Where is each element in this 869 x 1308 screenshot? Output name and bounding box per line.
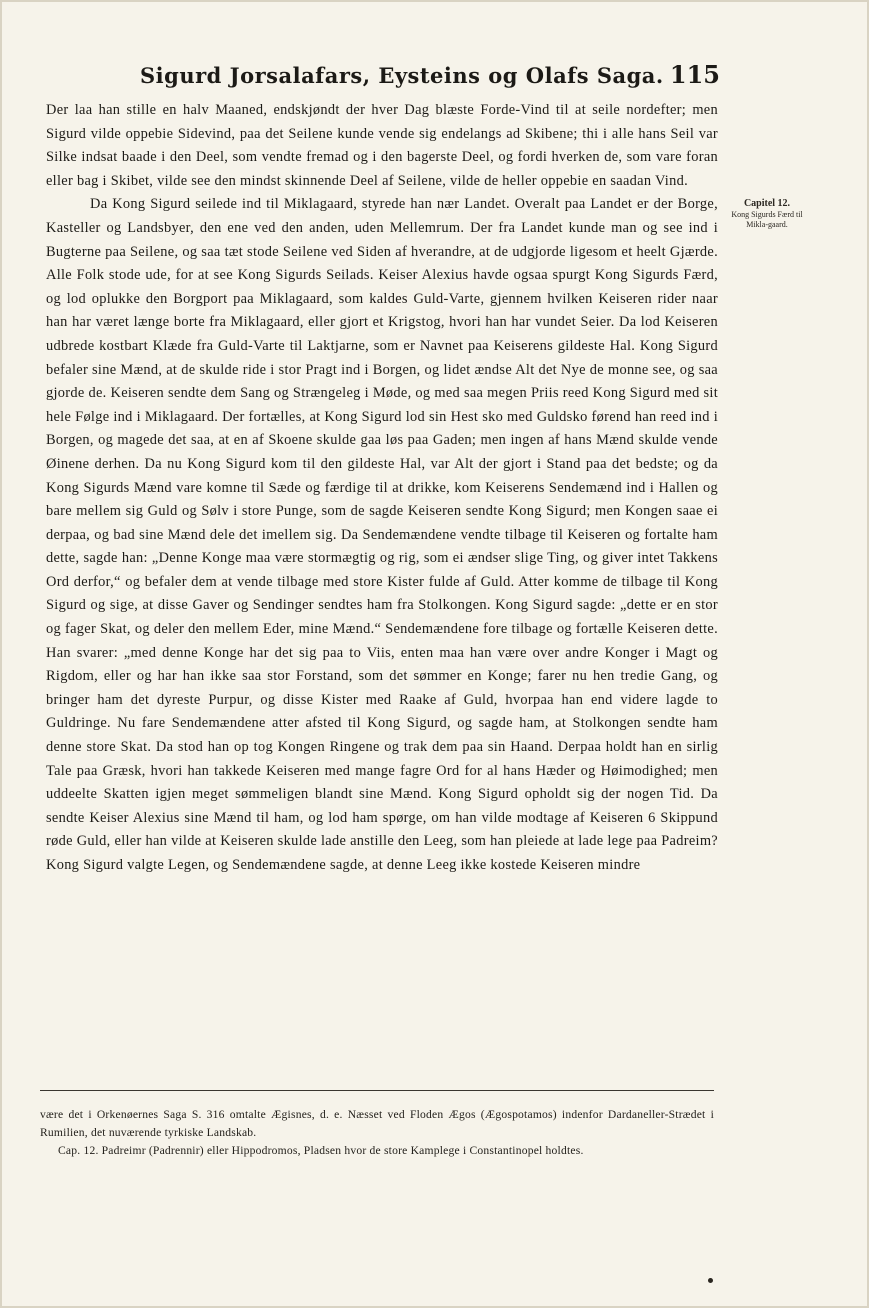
margin-note-description: Kong Sigurds Færd til Mikla-gaard.	[731, 210, 803, 229]
paragraph: Der laa han stille en halv Maaned, endskjøndt der hver Dag blæste Forde-Vind til at seile nordefter; men Sigurd vilde oppebie Sidevind, paa det Seilene kunde vende sig endelangs ad Skibene; thi i alle hans Seil var Silke indsat baade i den Deel, som vendte fremad og i den bagerste Deel, og fordi hverken de, som vare foran eller bag i Skibet, vilde see den mindst skinnende Deel af Seilene, vilde de heller oppebie en saadan Vind.	[46, 102, 718, 189]
footnote: være det i Orkenøernes Saga S. 316 omtalte Ægisnes, d. e. Næsset ved Floden Ægos (Ægospotamos) indenfor Dardaneller-Strædet i Rumilien, det nuværende tyrkiske Landskab.	[40, 1108, 714, 1139]
footnote-divider	[40, 1090, 714, 1091]
margin-note	[724, 198, 810, 229]
main-text	[46, 99, 718, 878]
page-number: 115	[669, 60, 720, 89]
margin-note-chapter: Capitel 12.	[743, 198, 791, 209]
running-header	[140, 60, 720, 89]
running-title: Sigurd Jorsalafars, Eysteins og Olafs Saga.	[140, 63, 664, 88]
paragraph: Da Kong Sigurd seilede ind til Miklagaard, styrede han nær Landet. Overalt paa Landet er der Borge, Kasteller og Landsbyer, den ene ved den anden, uden Mellemrum. Der fra Landet kunde man og see ind i Bugterne paa Seilene, og saa tæt stode Seilene ved Siden af hverandre, at de udgjorde ligesom et heelt Gjærde. Alle Folk stode ude, for at see Kong Sigurds Seilads. Keiser Alexius havde ogsaa spurgt Kong Sigurds Færd, og lod oplukke den Borgport paa Miklagaard, som kaldes Guld-Varte, gjennem hvilken Keiseren rider naar han har været længe borte fra Miklagaard, eller gjort et Krigstog, hvori han har vundet Seier. Da lod Keiseren udbrede kostbart Klæde fra Guld-Varte til Laktjarne, som er Navnet paa Keiserens gildeste Hal. Kong Sigurd befaler sine Mænd, at de skulde ride i stor Pragt ind i Borgen, og lidet ændse Alt det Nye de monne see, og saa gjorde de. Keiseren sendte dem Sang og Strængeleg i Møde, og med saa megen Priis reed Kong Sigurd med sit hele Følge ind i Miklagaard. Der fortælles, at Kong Sigurd lod sin Hest sko med Guldsko førend han reed ind i Borgen, og magede det saa, at en af Skoene skulde gaa løs paa Gaden; men ingen af hans Mænd skulde vende Øinene derhen. Da nu Kong Sigurd kom til den gildeste Hal, var Alt der gjort i Stand paa det bedste; og da Kong Sigurds Mænd vare komne til Sæde og færdige til at drikke, kom Keiserens Sendemænd ind i Hallen og bare mellem sig Guld og Sølv i store Punge, som de sagde Keiseren sendte Kong Sigurd; men Kongen saae ei derpaa, og bad sine Mænd dele det imellem sig. Da Sendemændene vendte tilbage til Keiseren og fortalte ham dette, sagde han: „Denne Konge maa være stormægtig og rig, som ei ændser slige Ting, og giver intet Takkens Ord derfor,“ og befaler dem at vende tilbage med store Kister fulde af Guld. Atter komme de tilbage til Kong Sigurd og sige, at disse Gaver og Sendinger sendtes ham fra Stolkongen. Kong Sigurd sagde: „dette er en stor og fager Skat, og deler den mellem Eder, mine Mænd.“ Sendemændene fore tilbage og fortælle Keiseren dette. Han svarer: „med denne Konge har det sig paa to Viis, enten maa han være over andre Konger i Magt og Rigdom, eller og har han ikke saa stor Forstand, som det sømmer en Konge; farer nu hen tredie Gang, og bringer ham det dyreste Purpur, og disse Kister med Raake af Guld, hvorpaa han end videre lagde to Guldringe. Nu fare Sendemændene atter afsted til Kong Sigurd, og sagde ham, at Stolkongen sendte ham denne store Skat. Da stod han op tog Kongen Ringene og trak dem paa sin Haand. Derpaa holdt han en sirlig Tale paa Græsk, hvori han takkede Keiseren med mange fagre Ord for al hans Hæder og Høimodighed; men uddeelte Skatten igjen meget sømmeligen blandt sine Mænd. Kong Sigurd opholdt sig der nogen Tid. Da sendte Keiser Alexius sine Mænd til ham, og lod ham spørge, om han vilde modtage af Keiseren 6 Skippund røde Guld, eller han vilde at Keiseren skulde lade anstille den Leeg, som han pleiede at lade lege paa Padreim? Kong Sigurd valgte Legen, og Sendemændene sagde, at denne Leeg ikke kostede Keiseren mindre	[46, 196, 718, 873]
footnotes	[40, 1106, 714, 1160]
paper-speck	[708, 1278, 713, 1283]
footnote: Cap. 12. Padreimr (Padrennir) eller Hippodromos, Pladsen hvor de store Kamplege i Constantinopel holdtes.	[58, 1144, 584, 1157]
